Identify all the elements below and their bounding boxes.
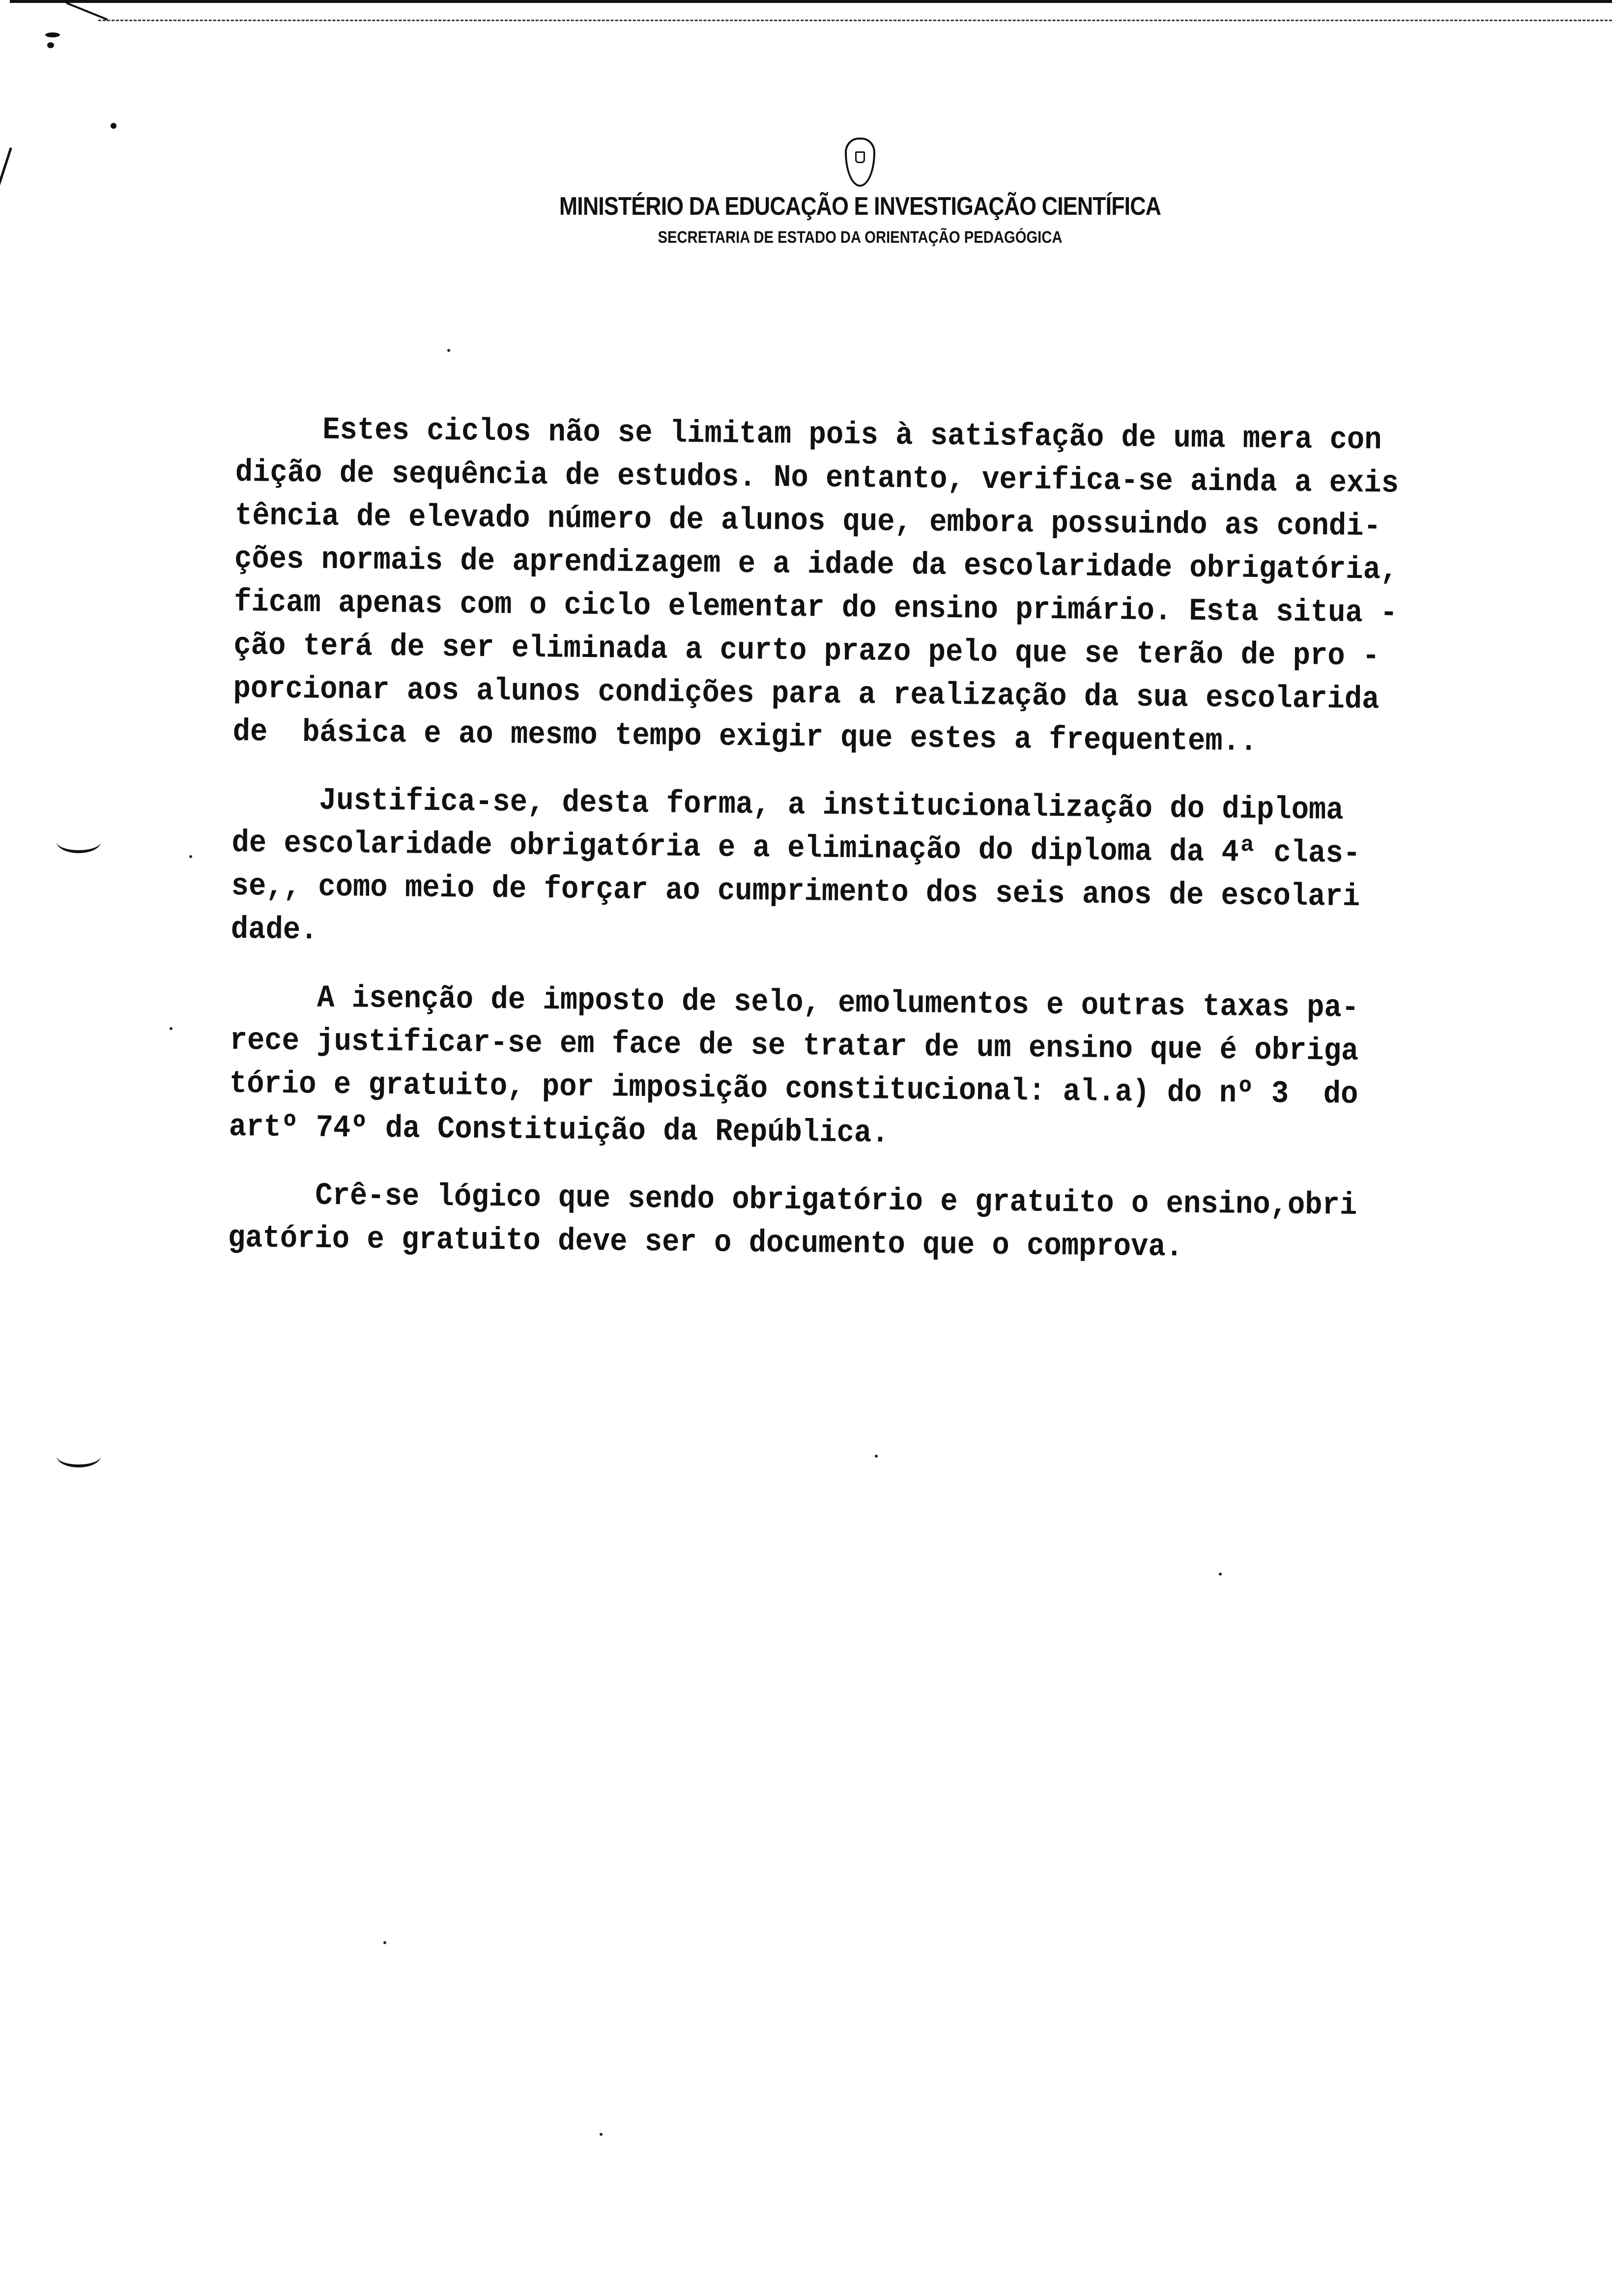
margin-mark bbox=[111, 123, 116, 129]
scan-speck bbox=[600, 2133, 603, 2136]
margin-mark bbox=[45, 32, 60, 37]
secretariat-subtitle: SECRETARIA DE ESTADO DA ORIENTAÇÃO PEDAGÓGICA bbox=[658, 228, 1063, 247]
scan-speck bbox=[1219, 1573, 1222, 1576]
text-line: ção terá de ser eliminada a curto prazo pelo que se terão de pro - bbox=[233, 628, 1380, 675]
scan-fold-mark bbox=[66, 2, 108, 20]
text-line: rece justificar-se em face de se tratar de um ensino que é obriga bbox=[230, 1023, 1359, 1069]
text-line: porcionar aos alunos condições para a realização da sua escolarida bbox=[233, 671, 1380, 718]
scan-speck bbox=[875, 1455, 878, 1458]
punch-hole-mark bbox=[57, 1445, 101, 1467]
text-line: de escolaridade obrigatória e a eliminação do diploma da 4ª clas- bbox=[231, 825, 1361, 872]
document-body bbox=[228, 408, 1543, 1297]
scan-fold-line bbox=[98, 20, 1612, 23]
text-line: Estes ciclos não se limitam pois à satisfação de uma mera con bbox=[235, 411, 1382, 459]
punch-hole-mark bbox=[57, 831, 101, 853]
paragraph-cycles bbox=[232, 408, 1543, 767]
text-line: de básica e ao mesmo tempo exigir que estes a frequentem.. bbox=[232, 714, 1258, 760]
text-line: tência de elevado número de alunos que, embora possuindo as condi- bbox=[234, 498, 1382, 545]
scan-edge-line bbox=[10, 0, 1612, 3]
text-line: artº 74º da Constituição da República. bbox=[229, 1109, 889, 1151]
text-line: Justifica-se, desta forma, a institucionalização do diploma bbox=[231, 782, 1344, 829]
text-line: A isenção de imposto de selo, emolumentos e outras taxas pa- bbox=[230, 979, 1359, 1026]
scan-speck bbox=[383, 1941, 386, 1944]
scan-speck bbox=[189, 855, 192, 858]
margin-pen-stroke bbox=[0, 147, 12, 270]
paragraph-tax-exemption bbox=[229, 976, 1538, 1162]
text-line: tório e gratuito, por imposição constitucional: al.a) do nº 3 do bbox=[229, 1066, 1358, 1113]
scan-speck bbox=[447, 349, 450, 352]
letterhead bbox=[482, 138, 1238, 247]
text-line: dição de sequência de estudos. No entanto, verifica-se ainda a exis bbox=[235, 455, 1399, 502]
text-line: se,, como meio de forçar ao cumprimento dos seis anos de escolari bbox=[231, 868, 1360, 915]
text-line: dade. bbox=[230, 912, 318, 948]
coat-of-arms-icon bbox=[845, 138, 875, 187]
margin-mark bbox=[47, 42, 54, 48]
text-line: ções normais de aprendizagem e a idade da escolaridade obrigatória, bbox=[234, 541, 1398, 588]
text-line: gatório e gratuito deve ser o documento que o comprova. bbox=[228, 1220, 1183, 1265]
ministry-title: MINISTÉRIO DA EDUCAÇÃO E INVESTIGAÇÃO CIENTÍFICA bbox=[559, 192, 1161, 221]
text-line: ficam apenas com o ciclo elementar do ensino primário. Esta situa - bbox=[233, 584, 1398, 631]
text-line: Crê-se lógico que sendo obrigatório e gratuito o ensino,obri bbox=[228, 1177, 1357, 1224]
paragraph-conclusion bbox=[228, 1174, 1536, 1273]
scan-speck bbox=[170, 1027, 173, 1030]
paragraph-diploma bbox=[230, 778, 1539, 964]
